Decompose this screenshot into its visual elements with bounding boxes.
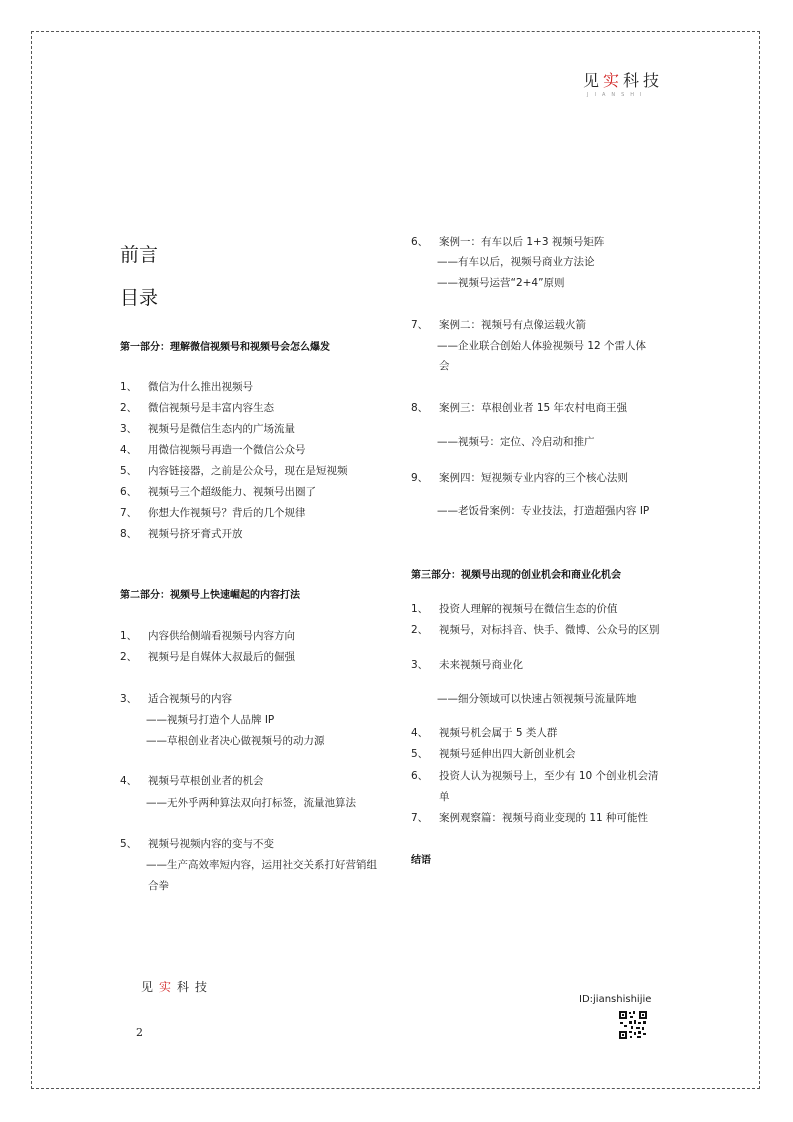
item-number: 7、 [411,812,429,824]
item-text: 用微信视频号再造一个微信公众号 [148,444,306,456]
part3-title: 第三部分：视频号出现的创业机会和商业化机会 [411,570,621,581]
item-number: 6、 [120,486,138,498]
item-text: 你想大作视频号？背后的几个规律 [148,507,306,519]
item-text: 视频号机会属于 5 类人群 [439,727,558,739]
case-1-sub: ——有车以后，视频号商业方法论 [437,256,595,268]
item-number: 5、 [120,465,138,477]
case-2-sub: 会 [439,360,450,372]
item-number: 4、 [411,727,429,739]
part3-item-3-sub: ——细分领域可以快速占领视频号流量阵地 [437,693,637,705]
item-number: 4、 [120,444,138,456]
item-text: 投资人理解的视频号在微信生态的价值 [439,603,618,615]
item-text: 微信视频号是丰富内容生态 [148,402,274,414]
item-number: 2、 [120,402,138,414]
qr-code-icon [619,1011,647,1039]
item-number: 2、 [120,651,138,663]
case-2-sub: ——企业联合创始人体验视频号 12 个雷人体 [437,340,647,352]
item-number: 3、 [120,693,138,705]
item-number: 2、 [411,624,429,636]
part2-item-5-sub: 合拳 [148,880,169,892]
toc-title: 目录 [120,287,159,309]
item-number: 8、 [411,402,429,414]
part2-item-5-sub: ——生产高效率短内容，运用社交关系打好营销组 [146,859,377,871]
item-text: 案例观察篇：视频号商业变现的 11 种可能性 [439,812,649,824]
item-number: 5、 [411,748,429,760]
item-text: 投资人认为视频号上，至少有 10 个创业机会清 [439,770,659,782]
account-id: ID:jianshishijie [579,994,652,1005]
item-text: 适合视频号的内容 [148,693,232,705]
part2-item-4-sub: ——无外乎两种算法双向打标签，流量池算法 [146,797,356,809]
footer-brand: 见实科技 [141,980,214,994]
item-text: 视频号，对标抖音、快手、微博、公众号的区别 [439,624,660,636]
item-number: 8、 [120,528,138,540]
item-text: 视频号是微信生态内的广场流量 [148,423,295,435]
item-number: 6、 [411,236,429,248]
item-text: 内容链接器，之前是公众号，现在是短视频 [148,465,348,477]
item-number: 9、 [411,472,429,484]
item-number: 3、 [411,659,429,671]
page-border [31,31,760,1089]
item-text: 视频号延伸出四大新创业机会 [439,748,576,760]
item-number: 1、 [411,603,429,615]
brand-logo [583,68,664,98]
case-3-sub: ——视频号：定位、冷启动和推广 [437,436,595,448]
part1-title: 第一部分：理解微信视频号和视频号会怎么爆发 [120,342,330,353]
item-text: 视频号挤牙膏式开放 [148,528,243,540]
item-text: 内容供给侧端看视频号内容方向 [148,630,295,642]
item-text: 视频号是自媒体大叔最后的倔强 [148,651,295,663]
item-number: 1、 [120,630,138,642]
item-number: 7、 [411,319,429,331]
item-number: 7、 [120,507,138,519]
case-4-sub: ——老饭骨案例：专业技法，打造超强内容 IP [437,505,650,517]
item-number: 5、 [120,838,138,850]
item-text: 未来视频号商业化 [439,659,523,671]
item-text: 视频号草根创业者的机会 [148,775,264,787]
conclusion-title: 结语 [411,855,431,866]
case-1-sub: ——视频号运营“2+4”原则 [437,277,565,289]
part3-item-6-cont: 单 [439,791,450,803]
item-text: 微信为什么推出视频号 [148,381,253,393]
page-number: 2 [136,1026,143,1039]
item-text: 案例一：有车以后 1+3 视频号矩阵 [439,236,605,248]
item-text: 视频号三个超级能力、视频号出圈了 [148,486,316,498]
item-number: 1、 [120,381,138,393]
item-text: 案例四：短视频专业内容的三个核心法则 [439,472,628,484]
part2-item-3-sub: ——视频号打造个人品牌 IP [146,714,275,726]
part2-title: 第二部分：视频号上快速崛起的内容打法 [120,590,300,601]
item-number: 3、 [120,423,138,435]
item-text: 视频号视频内容的变与不变 [148,838,274,850]
item-number: 6、 [411,770,429,782]
brand-name: 见实科技 [583,71,664,90]
preface-title: 前言 [120,244,159,266]
item-text: 案例二：视频号有点像运载火箭 [439,319,586,331]
item-text: 案例三：草根创业者 15 年农村电商王强 [439,402,628,414]
part2-item-3-sub: ——草根创业者决心做视频号的动力源 [146,735,325,747]
brand-sub: JIANSHI [587,92,648,98]
item-number: 4、 [120,775,138,787]
